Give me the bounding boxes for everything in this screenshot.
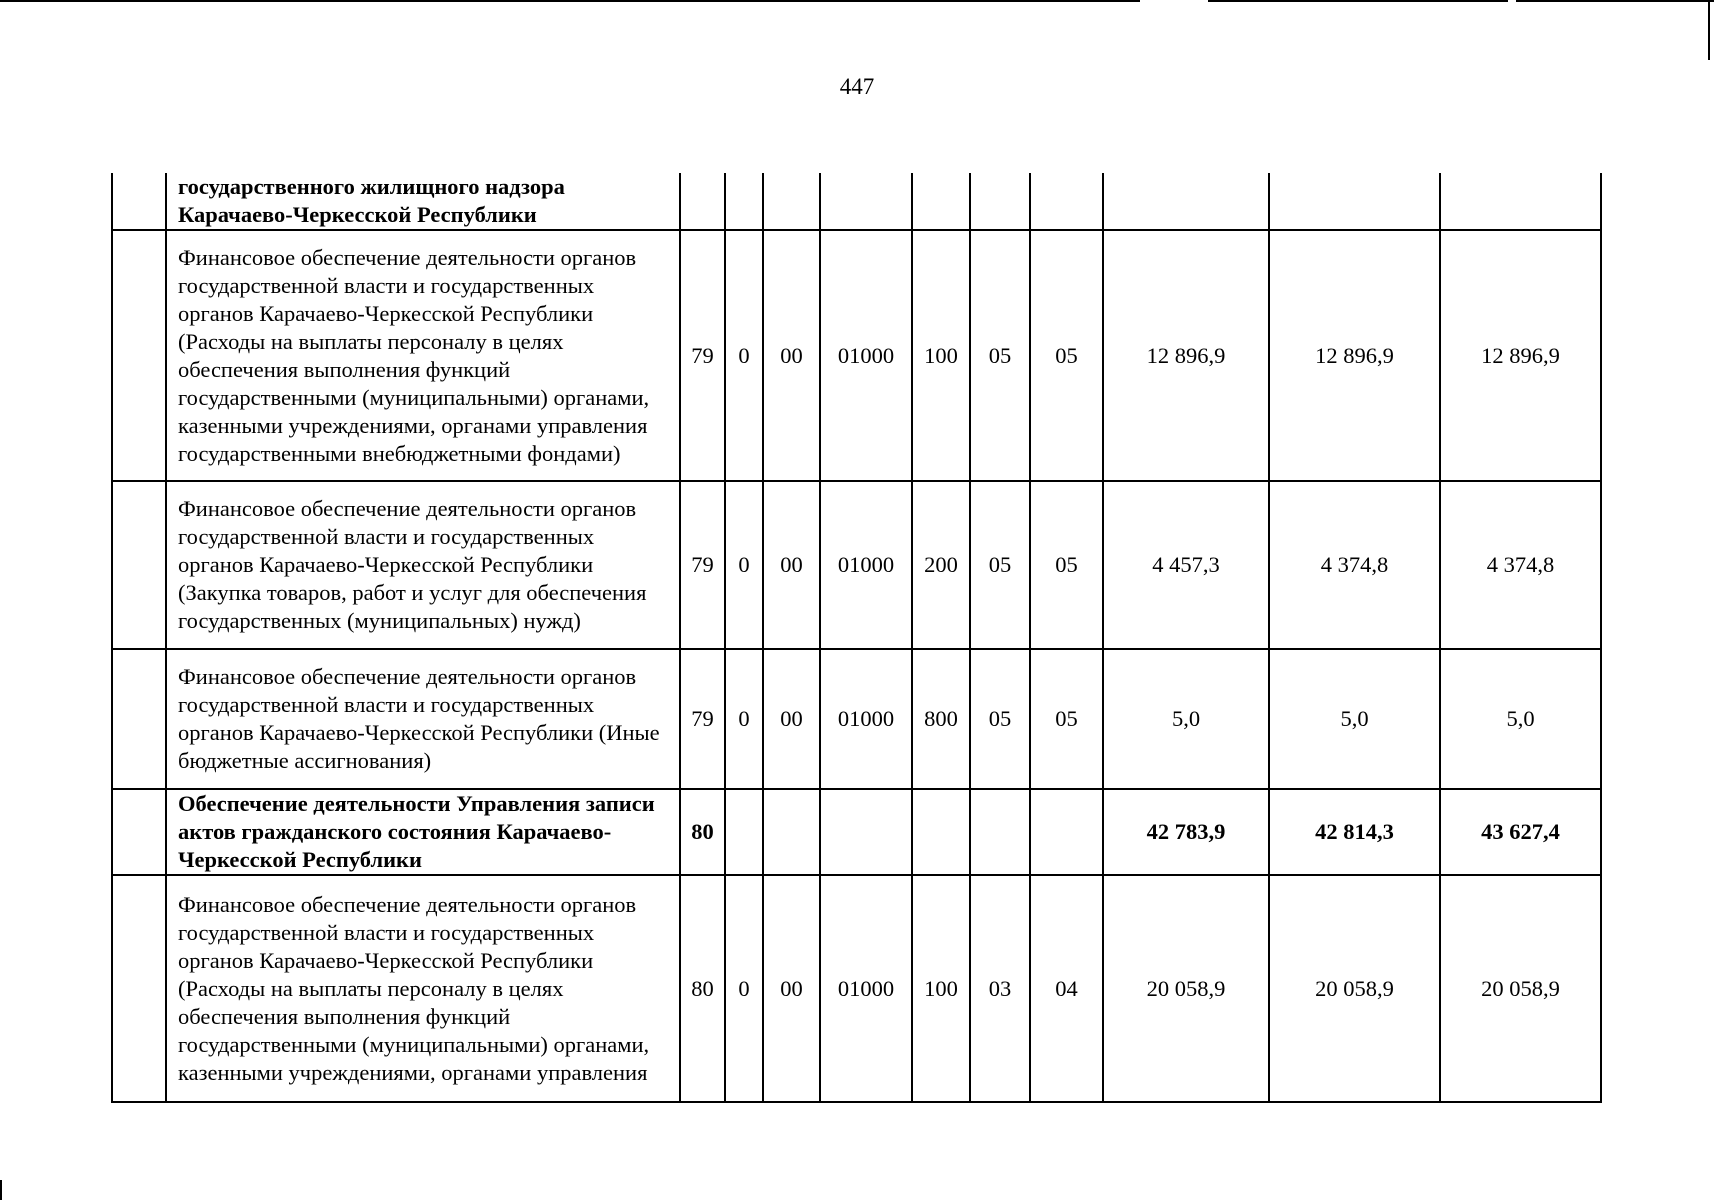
- program-code-cell: 80: [680, 789, 725, 875]
- table-row: [112, 649, 1601, 789]
- table-row: [112, 481, 1601, 649]
- section-code-cell: 05: [970, 481, 1030, 649]
- subprogram-code-cell: 0: [725, 481, 763, 649]
- amount-year-2-cell: 5,0: [1269, 649, 1440, 789]
- direction-code-cell: 01000: [820, 481, 912, 649]
- expense-type-code-cell: [912, 789, 970, 875]
- amount-year-1-cell: 42 783,9: [1103, 789, 1269, 875]
- main-event-code-cell: 00: [763, 875, 820, 1102]
- item-name-cell: государственного жилищного надзора Карачаево-Черкесской Республики: [166, 173, 680, 230]
- item-name-cell: Обеспечение деятельности Управления записи актов гражданского состояния Карачаево-Черкесской Республики: [166, 789, 680, 875]
- amount-year-1-cell: 12 896,9: [1103, 230, 1269, 481]
- subprogram-code-cell: [725, 173, 763, 230]
- table-row: [112, 789, 1601, 875]
- amount-year-3-cell: 20 058,9: [1440, 875, 1601, 1102]
- subprogram-code-cell: 0: [725, 230, 763, 481]
- expense-type-code-cell: 800: [912, 649, 970, 789]
- program-code-cell: 79: [680, 649, 725, 789]
- table-body: [112, 173, 1601, 1102]
- direction-code-cell: [820, 173, 912, 230]
- table-row: [112, 173, 1601, 230]
- subsection-code-cell: 05: [1030, 230, 1103, 481]
- scan-edge-line: [0, 0, 1140, 2]
- expense-type-code-cell: 200: [912, 481, 970, 649]
- scan-edge-line: [1516, 0, 1714, 2]
- main-event-code-cell: 00: [763, 230, 820, 481]
- subsection-code-cell: 04: [1030, 875, 1103, 1102]
- row-number-cell: [112, 875, 166, 1102]
- amount-year-2-cell: 20 058,9: [1269, 875, 1440, 1102]
- page-number: 447: [839, 74, 875, 99]
- main-event-code-cell: [763, 173, 820, 230]
- subsection-code-cell: [1030, 789, 1103, 875]
- item-name-cell: Финансовое обеспечение деятельности органов государственной власти и государственных органов Карачаево-Черкесской Республики (Расходы на выплаты персоналу в целях обеспечения выполнения функций государственными (муниципальными) органами, казенными учреждениями, органами управления: [166, 875, 680, 1102]
- expense-type-code-cell: [912, 173, 970, 230]
- expense-type-code-cell: 100: [912, 230, 970, 481]
- expense-type-code-cell: 100: [912, 875, 970, 1102]
- subprogram-code-cell: 0: [725, 875, 763, 1102]
- amount-year-2-cell: 4 374,8: [1269, 481, 1440, 649]
- amount-year-2-cell: [1269, 173, 1440, 230]
- scan-edge-line: [0, 1180, 2, 1200]
- subsection-code-cell: [1030, 173, 1103, 230]
- main-event-code-cell: 00: [763, 481, 820, 649]
- section-code-cell: 03: [970, 875, 1030, 1102]
- row-number-cell: [112, 789, 166, 875]
- amount-year-1-cell: 5,0: [1103, 649, 1269, 789]
- amount-year-1-cell: 4 457,3: [1103, 481, 1269, 649]
- section-code-cell: 05: [970, 649, 1030, 789]
- program-code-cell: [680, 173, 725, 230]
- main-event-code-cell: 00: [763, 649, 820, 789]
- section-code-cell: [970, 173, 1030, 230]
- direction-code-cell: [820, 789, 912, 875]
- subsection-code-cell: 05: [1030, 481, 1103, 649]
- row-number-cell: [112, 230, 166, 481]
- amount-year-3-cell: 4 374,8: [1440, 481, 1601, 649]
- amount-year-1-cell: 20 058,9: [1103, 875, 1269, 1102]
- direction-code-cell: 01000: [820, 649, 912, 789]
- budget-table: [111, 173, 1602, 1103]
- amount-year-1-cell: [1103, 173, 1269, 230]
- subsection-code-cell: 05: [1030, 649, 1103, 789]
- scan-edge-line: [1708, 0, 1710, 60]
- subprogram-code-cell: 0: [725, 649, 763, 789]
- row-number-cell: [112, 649, 166, 789]
- item-name-cell: Финансовое обеспечение деятельности органов государственной власти и государственных органов Карачаево-Черкесской Республики (Расходы на выплаты персоналу в целях обеспечения выполнения функций государственными (муниципальными) органами, казенными учреждениями, органами управления государственными внебюджетными фондами): [166, 230, 680, 481]
- section-code-cell: [970, 789, 1030, 875]
- subprogram-code-cell: [725, 789, 763, 875]
- row-number-cell: [112, 481, 166, 649]
- amount-year-3-cell: 43 627,4: [1440, 789, 1601, 875]
- direction-code-cell: 01000: [820, 230, 912, 481]
- direction-code-cell: 01000: [820, 875, 912, 1102]
- section-code-cell: 05: [970, 230, 1030, 481]
- table-row: [112, 230, 1601, 481]
- amount-year-2-cell: 12 896,9: [1269, 230, 1440, 481]
- row-number-cell: [112, 173, 166, 230]
- program-code-cell: 79: [680, 230, 725, 481]
- amount-year-2-cell: 42 814,3: [1269, 789, 1440, 875]
- main-event-code-cell: [763, 789, 820, 875]
- program-code-cell: 80: [680, 875, 725, 1102]
- scan-edge-line: [1208, 0, 1508, 2]
- table-row: [112, 875, 1601, 1102]
- amount-year-3-cell: 5,0: [1440, 649, 1601, 789]
- program-code-cell: 79: [680, 481, 725, 649]
- amount-year-3-cell: [1440, 173, 1601, 230]
- item-name-cell: Финансовое обеспечение деятельности органов государственной власти и государственных органов Карачаево-Черкесской Республики (Закупка товаров, работ и услуг для обеспечения государственных (муниципальных) нужд): [166, 481, 680, 649]
- item-name-cell: Финансовое обеспечение деятельности органов государственной власти и государственных органов Карачаево-Черкесской Республики (Иные бюджетные ассигнования): [166, 649, 680, 789]
- amount-year-3-cell: 12 896,9: [1440, 230, 1601, 481]
